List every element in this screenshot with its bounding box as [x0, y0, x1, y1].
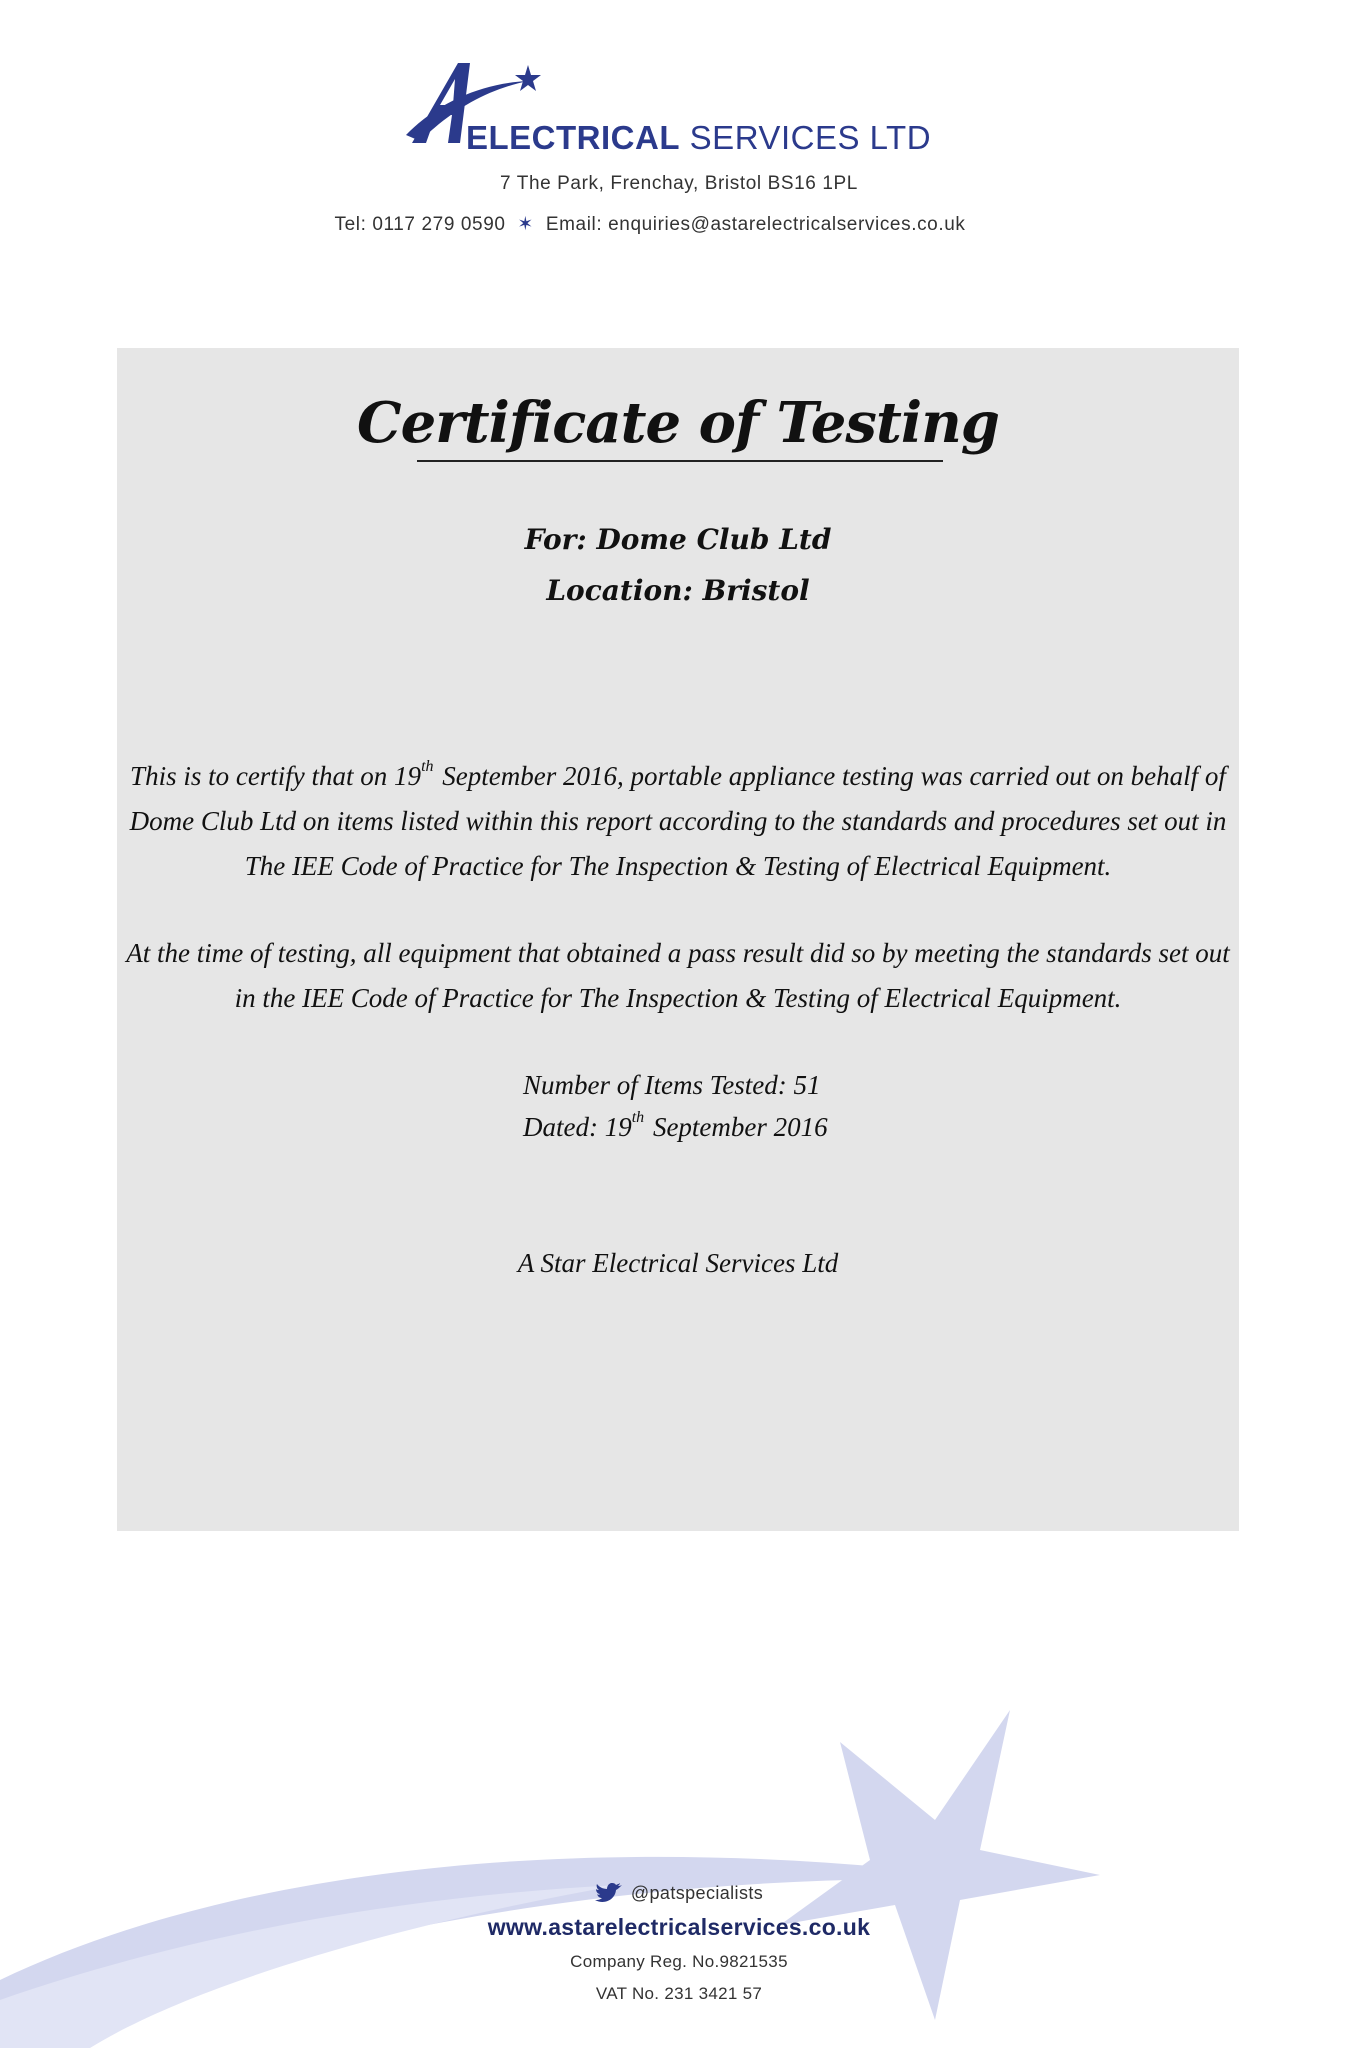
items-tested: Number of Items Tested: 51: [523, 1070, 821, 1100]
twitter-bird-icon: [595, 1882, 623, 1902]
company-name-rest: SERVICES LTD: [689, 119, 932, 156]
company-contact: [0, 213, 1300, 236]
title-underline: [417, 460, 943, 462]
client-location: Location: Bristol: [546, 574, 810, 607]
twitter-handle[interactable]: @patspecialists: [630, 1883, 764, 1903]
company-name: [466, 121, 931, 154]
twitter-handle-line: [0, 1882, 1358, 1904]
vat-number: VAT No. 231 3421 57: [595, 1984, 763, 2003]
certificate-title: Certificate of Testing: [357, 390, 999, 456]
company-address: 7 The Park, Frenchay, Bristol BS16 1PL: [500, 173, 858, 194]
para1-ordinal: th: [421, 758, 434, 775]
company-name-bold: ELECTRICAL: [466, 119, 680, 156]
para1-rest: September 2016, portable appliance testing was carried out on behalf of Dome Club Ltd on items listed within this report according to the standards and procedures set out in The IEE Code of Practice for The Inspection & Testing of Electrical Equipment.: [129, 761, 1227, 881]
certification-paragraph: [117, 748, 1239, 889]
client-name: For: Dome Club Ltd: [524, 523, 832, 556]
dated-ordinal: th: [631, 1109, 645, 1126]
dated-start: Dated: 19: [523, 1112, 632, 1142]
website-link[interactable]: www.astarelectricalservices.co.uk: [487, 1914, 871, 1940]
certificate-panel: [117, 348, 1239, 1531]
letterhead: [0, 55, 1358, 255]
telephone-number: Tel: 0117 279 0590: [334, 214, 506, 235]
signoff-company: A Star Electrical Services Ltd: [517, 1248, 839, 1278]
company-registration: Company Reg. No.9821535: [570, 1952, 788, 1971]
dated-rest: September 2016: [646, 1112, 828, 1142]
standards-paragraph: At the time of testing, all equipment that obtained a pass result did so by meeting the standards set out in the IEE Code of Practice for The Inspection & Testing of Electrical Equipment.: [126, 938, 1230, 1013]
email-address[interactable]: Email: enquiries@astarelectricalservices.co.uk: [545, 214, 966, 235]
date-line: [523, 1109, 828, 1143]
star-separator-icon: ✶: [517, 214, 534, 235]
para1-start: This is to certify that on 19: [130, 761, 422, 791]
